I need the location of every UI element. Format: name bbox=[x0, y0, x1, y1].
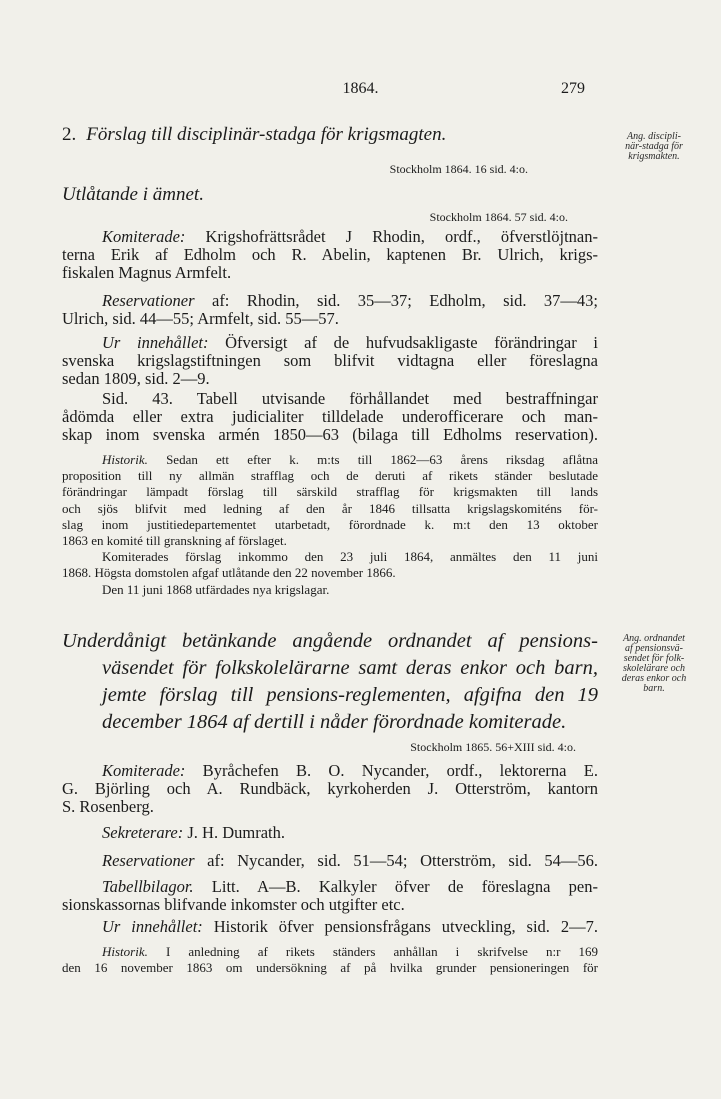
section-2-margin-note: Ang. ordnandet af pensionsvä- sendet för folk- skolelärare och deras enkor och barn. bbox=[621, 633, 687, 694]
section-2-secretary: Sekreterare: J. H. Dumrath. bbox=[102, 823, 285, 842]
section-1-committee: Komiterade: Krigshofrättsrådet J Rhodin, ordf., öfverstlöjtnan- terna Erik af Edholm och R. Abelin, kaptenen Br. Ulrich, krigs- fiskalen Magnus Armfelt. bbox=[62, 227, 598, 282]
page-number: 279 bbox=[561, 80, 585, 97]
section-1-title-text: Förslag till disciplinär-stadga för krigsmagten. bbox=[86, 124, 447, 145]
section-2-contents: Ur innehållet: Historik öfver pensionsfrågans utveckling, sid. 2—7. bbox=[102, 917, 598, 936]
section-1-contents: Ur innehållet: Öfversigt af de hufvudsakligaste förändringar i svenska krigslagstiftningen som blifvit vidtagna eller föreslagna sedan 1809, sid. 2—9. bbox=[62, 333, 598, 388]
section-2-committee: Komiterade: Byråchefen B. O. Nycander, ordf., lektorerna E. G. Björling och A. Rundbäck, kyrkoherden J. Otterström, kantorn S. Rosenberg. bbox=[62, 761, 598, 816]
section-1-bibliography-2: Stockholm 1864. 57 sid. 4:o. bbox=[429, 210, 568, 224]
section-1-table-note: Sid. 43. Tabell utvisande förhållandet med bestraffningar ådömda eller extra judicialiter tilldelade underofficerare och man- skap inom svenska armén 1850—63 (bilaga till Edholms reservation). bbox=[62, 389, 598, 444]
section-1-bibliography: Stockholm 1864. 16 sid. 4:o. bbox=[389, 162, 528, 176]
section-1-history: Historik. Sedan ett efter k. m:ts till 1862—63 årens riksdag aflåtna proposition till ny allmän strafflag och de deruti af rikets ständer beslutade förändringar lämpadt förslag till särskild strafflag för krigsmakten till lands och sjös blifvit med ledning af den år 1846 tillsatta krigslagskomiténs för- slag inom justitiedepartementet utarbetadt, förordnade k. m:t den 13 oktober 1863 en komité till granskning af förslaget. Komiterades förslag inkommo den 23 juli 1864, anmältes den 11 juni 1868. Högsta domstolen afgaf utlåtande den 22 november 1866. Den 11 juni 1868 utfärdades nya krigslagar. bbox=[62, 452, 598, 597]
section-2-bibliography: Stockholm 1865. 56+XIII sid. 4:o. bbox=[410, 740, 576, 754]
section-2-reservations: Reservationer af: Nycander, sid. 51—54; Otterström, sid. 54—56. bbox=[102, 851, 598, 870]
section-1-subheading: Utlåtande i ämnet. bbox=[62, 184, 204, 205]
section-2-tables: Tabellbilagor. Litt. A—B. Kalkyler öfver de föreslagna pen- sionskassornas blifvande inkomster och utgifter etc. bbox=[62, 877, 598, 914]
section-2-title: Underdånigt betänkande angående ordnandet af pensions- väsendet för folkskolelärarne samt deras enkor och barn, jemte förslag till pensions-reglementen, afgifna den 19 december 1864 af dertill i nåder förordnade komiterade. bbox=[62, 630, 598, 733]
section-1-number: 2. bbox=[62, 124, 77, 145]
section-1-title bbox=[62, 124, 598, 146]
section-1-reservations: Reservationer af: Rhodin, sid. 35—37; Edholm, sid. 37—43; Ulrich, sid. 44—55; Armfelt, sid. 55—57. bbox=[62, 291, 598, 328]
running-header-year: 1864. bbox=[342, 80, 379, 97]
section-2-history: Historik. I anledning af rikets ständers anhållan i skrifvelse n:r 169 den 16 november 1863 om undersökning af på hvilka grunder pensioneringen för bbox=[62, 944, 598, 976]
section-1-margin-note: Ang. discipli- när-stadga för krigsmakten. bbox=[625, 131, 683, 162]
